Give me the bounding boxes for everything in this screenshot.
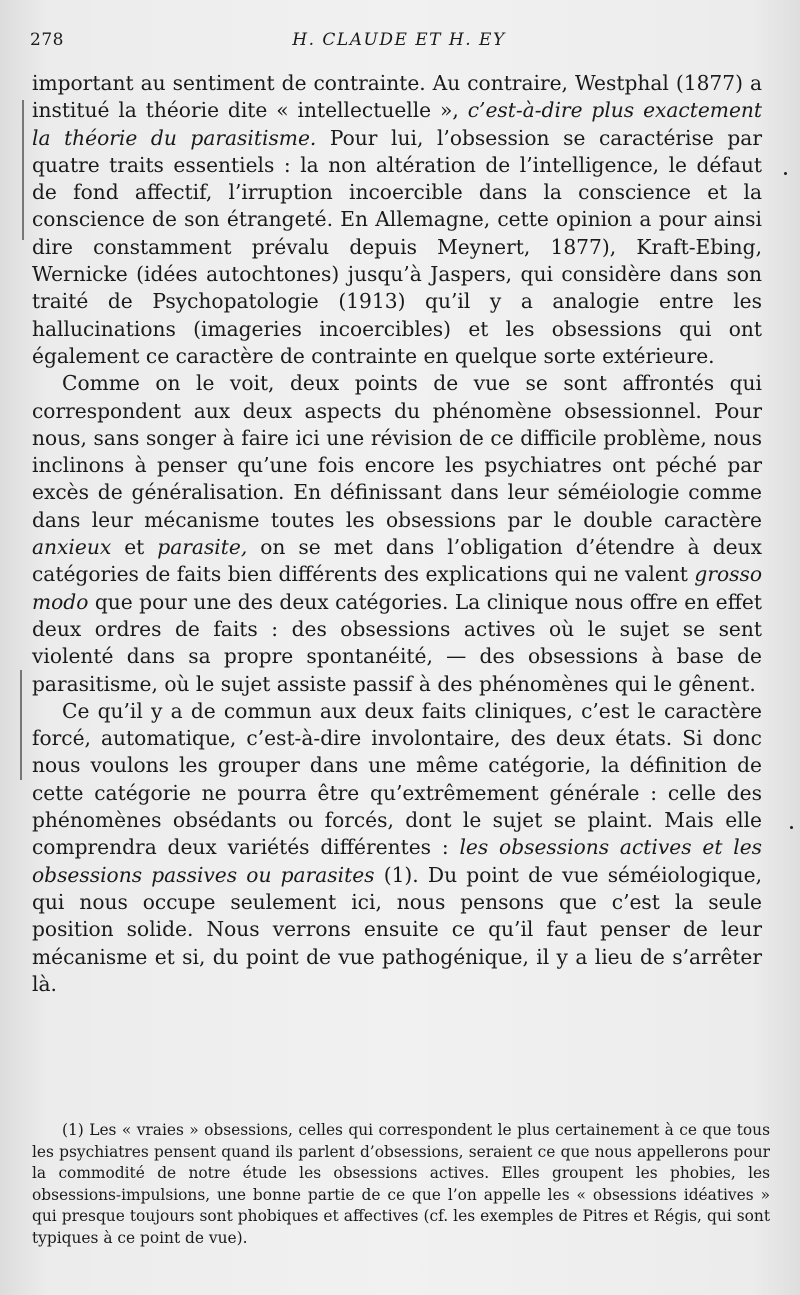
paragraph-2-italic-c: grosso modo [32,562,762,614]
paragraph-3-text-a: Ce qu’il y a de commun aux deux faits cliniques, c’est le caractère forcé, automatique, c’est-à-dire involontaire, des deux états. Si donc nous voulons les grouper dans une même catégorie, la définition de cette catégorie ne pourra être qu’extrêmement générale : celle des phénomènes obsédants ou forcés, dont le sujet se plaint. Mais elle comprendra deux variétés différentes : [32,698,762,860]
page-number: 278 [30,30,64,50]
scan-speck [790,826,793,829]
scan-speck [784,172,787,175]
paragraph-2-text-b: et [111,535,158,560]
paragraph-2 [32,370,762,698]
paragraph-2-text-a: Comme on le voit, deux points de vue se sont affrontés qui correspondent aux deux aspects du phénomène obsessionnel. Pour nous, sans songer à faire ici une révision de ce difficile problème, nous inclinons à penser qu’une fois encore les psychiatres ont péché par excès de généralisation. En définissant dans leur séméiologie comme dans leur mécanisme toutes les obsessions par le double caractère [32,371,762,532]
margin-pencil-mark-top [22,100,24,240]
paragraph-1-text-a: important au sentiment de contrainte. Au contraire, Westphal (1877) a institué la théorie dite « intellectuelle », [32,71,762,123]
body-text [32,70,762,998]
running-head: H. CLAUDE ET H. EY [292,30,506,50]
page-header [30,30,768,56]
paragraph-3-text-b: (1). Du point de vue séméiologique, qui nous occupe seulement ici, nous pensons que c’est la seule position solide. Nous verrons ensuite ce qu’il faut penser de leur mécanisme et si, du point de vue pathogénique, il y a lieu de s’arrêter là. [32,862,762,996]
paragraph-2-italic-a: anxieux [32,535,112,560]
paragraph-3 [32,698,762,998]
paragraph-1-text-b: Pour lui, l’obsession se caractérise par quatre traits essentiels : la non altération de l’intelligence, le défaut de fond affectif, l’irruption incoercible dans la conscience et la conscience de son étrangeté. En Allemagne, cette opinion a pour ainsi dire constamment prévalu depuis Meynert, 1877), Kraft-Ebing, Wernicke (idées autochtones) jusqu’à Jaspers, qui considère dans son traité de Psychopatologie (1913) qu’il y a analogie entre les hallucinations (imageries incoercibles) et les obsessions qui ont également ce caractère de contrainte en quelque sorte extérieure. [32,125,762,368]
paragraph-2-text-c: on se met dans l’obligation d’étendre à deux catégories de faits bien différents des explications qui ne valent [32,535,762,587]
paragraph-2-italic-b: parasite, [157,535,248,560]
paragraph-1 [32,70,762,370]
margin-pencil-mark-middle [20,670,22,780]
footnote [32,1120,770,1250]
footnote-text: (1) Les « vraies » obsessions, celles qui correspondent le plus certainement à ce que tous les psychiatres pensent quand ils parlent d’obsessions, seraient ce que nous appellerons pour la commodité de notre étude les obsessions actives. Elles groupent les phobies, les obsessions-impulsions, une bonne partie de ce que l’on appelle les « obsessions idéatives » qui presque toujours sont phobiques et affectives (cf. les exemples de Pitres et Régis, qui sont typiques à ce point de vue). [32,1121,770,1247]
paragraph-1-italic-a: c’est-à-dire plus exactement la théorie du parasitisme. [32,98,763,150]
paragraph-2-text-d: que pour une des deux catégories. La clinique nous offre en effet deux ordres de faits : des obsessions actives où le sujet se sent violenté dans sa propre spontanéité, — des obsessions à base de parasitisme, où le sujet assiste passif à des phénomènes qui le gênent. [32,589,762,696]
paragraph-3-italic-a: les obsessions actives et les obsessions passives ou parasites [32,835,763,887]
